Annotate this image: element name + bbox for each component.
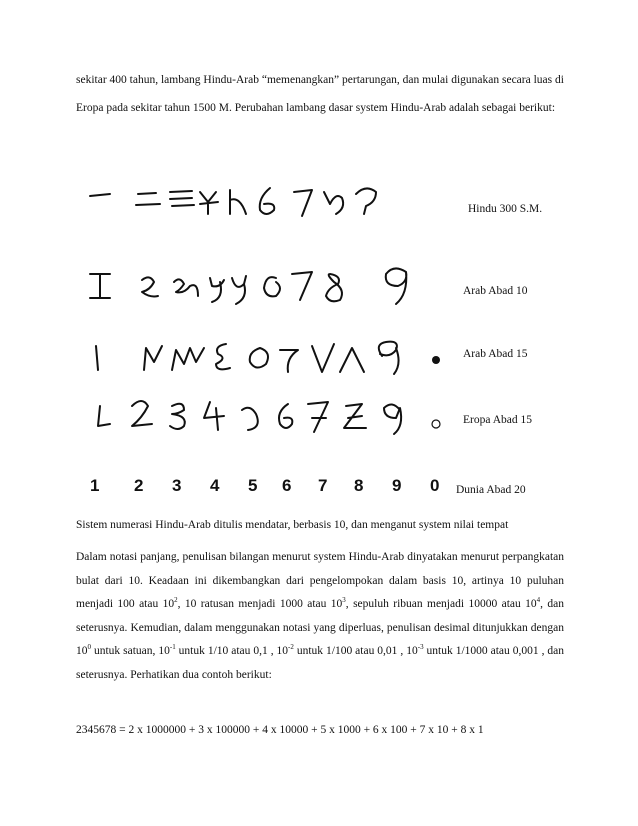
example-expansion: 2345678 = 2 x 1000000 + 3 x 100000 + 4 x 10000 + 5 x 1000 + 6 x 100 + 7 x 10 + 8 x 1	[76, 724, 484, 736]
row-label-world-20: Dunia Abad 20	[456, 484, 526, 496]
hindu-numerals	[90, 188, 376, 216]
paragraph-system-description: Sistem numerasi Hindu-Arab ditulis mendatar, berbasis 10, dan menganut system nilai tempat	[76, 519, 509, 531]
intro-line-1: sekitar 400 tahun, lambang Hindu-Arab “memenangkan” pertarungan, dan mulai digunakan secara luas di	[76, 74, 564, 86]
row-label-arab-10: Arab Abad 10	[463, 285, 528, 297]
arab-15-numerals	[96, 342, 440, 374]
row-label-arab-15: Arab Abad 15	[463, 348, 528, 360]
digit-9: 9	[392, 476, 402, 495]
digit-3: 3	[172, 476, 182, 495]
arab-10-numerals	[90, 268, 406, 304]
digit-8: 8	[354, 476, 364, 495]
digit-5: 5	[248, 476, 258, 495]
europe-15-numerals	[98, 401, 440, 434]
paragraph-long-notation: Dalam notasi panjang, penulisan bilangan menurut system Hindu-Arab dinyatakan menurut perpangkatan bulat dari 10. Keadaan ini dikembangkan dari pengelompokan dalam basis 10, artinya 10 puluhan menjadi 100 atau $10^2$, 10 ratusan menjadi 1000 atau $10^3$, sepuluh ribuan menjadi 10000 atau $10^4$, dan seterusnya. Kemudian, dalam menggunakan notasi yang diperluas, penulisan desimal ditunjukkan dengan $10^0$ untuk satuan, $10^{-1}$ untuk 1/10 atau 0,1 , $10^{-2}$ untuk 1/100 atau 0,01 , $10^{-3}$ untuk 1/1000 atau 0,001 , dan seterusnya. Perhatikan dua contoh berikut:	[76, 551, 565, 681]
row-label-europe-15: Eropa Abad 15	[463, 414, 532, 426]
modern-digits-row	[80, 476, 460, 502]
digit-7: 7	[318, 476, 328, 495]
numeral-evolution-figure	[80, 178, 460, 448]
intro-line-2: Eropa pada sekitar tahun 1500 M. Perubahan lambang dasar system Hindu-Arab adalah sebagai berikut:	[76, 102, 556, 114]
digit-0: 0	[430, 476, 440, 495]
digit-4: 4	[210, 476, 220, 495]
digit-2: 2	[134, 476, 144, 495]
row-label-hindu: Hindu 300 S.M.	[468, 203, 543, 215]
digit-1: 1	[90, 476, 100, 495]
digit-6: 6	[282, 476, 292, 495]
